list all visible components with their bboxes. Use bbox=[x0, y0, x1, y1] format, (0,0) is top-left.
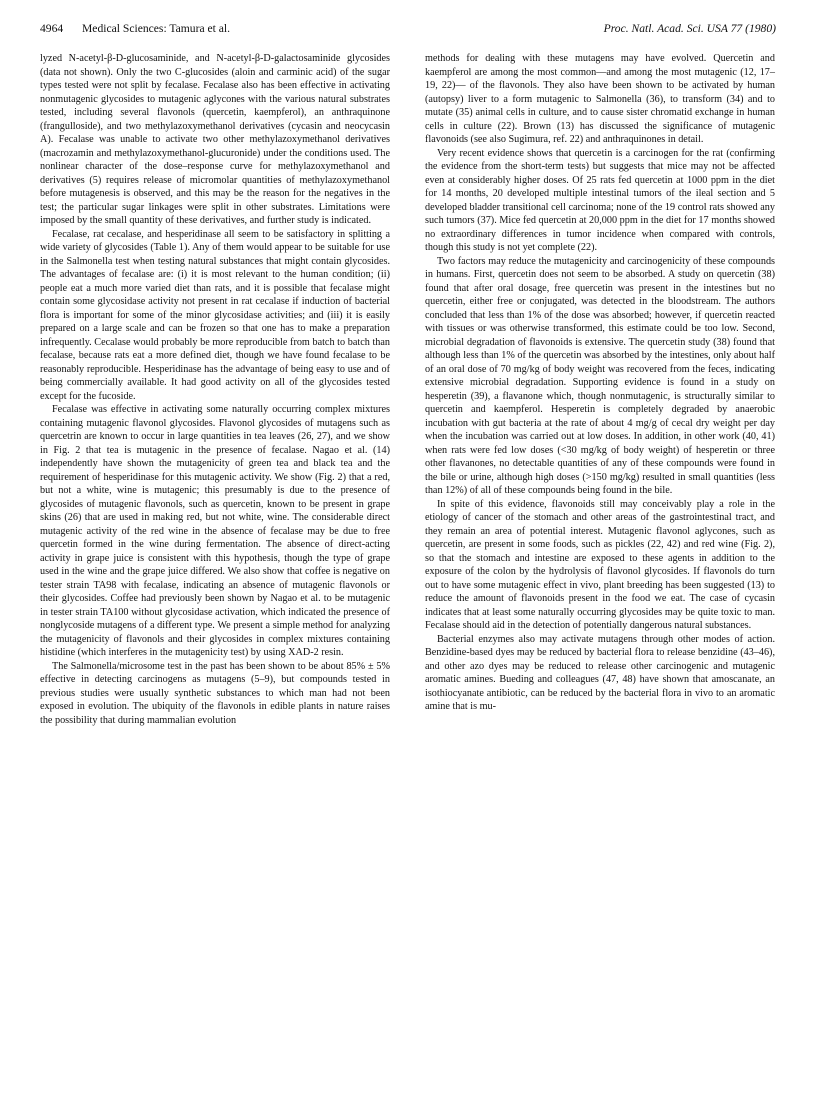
left-column bbox=[40, 52, 390, 727]
page-header bbox=[40, 20, 776, 38]
paragraph: Fecalase, rat cecalase, and hesperidinase all seem to be satisfactory in splitting a wide variety of glycosides (Table 1). Any of them would appear to be suitable for use in the Salmonella test when testing natural substances that might contain glycosides. The advantages of fecalase are: (i) it is most relevant to the human condition; (ii) people eat a much more varied diet than rats, and it is possible that fecalase might contain some glycosidase activity not present in rat cecalase if induction of bacterial flora is important for some of the minor glycosidase activities; and (iii) it is easily prepared on a large scale and can be frozen so that one has to make a preparation infrequently. Cecalase would probably be more reproducible from batch to batch than fecalase, because rats eat a more defined diet, though we have found fecalase to be reasonably reproducible. Hesperidinase has the advantage of being easy to use and of being commercially available. It had good activity on all of the glycosides tested except for the fucoside. bbox=[40, 228, 390, 402]
page-number: 4964 bbox=[40, 22, 64, 35]
running-title: Medical Sciences: Tamura et al. bbox=[82, 22, 231, 35]
paragraph: In spite of this evidence, flavonoids still may conceivably play a role in the etiology of cancer of the stomach and other areas of the gastrointestinal tract, and they remain an area of potential interest. Mutagenic flavonol aglycones, such as quercetin, are present in some foods, such as pickles (22, 42) and red wine (Fig. 2), so that the stomach and intestine are exposed to these agents in addition to the exposure of the colon by the hydrolysis of flavonol glycosides. If flavonols do turn out to have some mutagenic effect in vivo, plant breeding has been suggested (13) to reduce the amount of flavonoids present in the food we eat. The case of cycasin indicates that at least some naturally occurring glycosides may be quite toxic to man. Fecalase should aid in the detection of potentially dangerous natural substances. bbox=[425, 498, 775, 631]
right-column bbox=[425, 52, 775, 714]
paragraph: Very recent evidence shows that quercetin is a carcinogen for the rat (confirming the evidence from the short-term tests) but suggests that mice may not be affected even at considerably higher doses. Of 25 rats fed quercetin at 1000 ppm in the diet for 14 months, 20 developed multiple intestinal tumors of the ileal section and 5 developed bladder transitional cell carcinoma; none of the 19 control rats showed any such tumors (37). Mice fed quercetin at 20,000 ppm in the diet for 17 months showed no extraordinary differences in tumor incidence when compared with controls, though this study is not yet complete (22). bbox=[425, 147, 775, 253]
paragraph: methods for dealing with these mutagens may have evolved. Quercetin and kaempferol are among the most common—and among the most mutagenic (12, 17–19, 22)— of the flavonols. They also have been shown to be activated by human (autopsy) liver to a form mutagenic to Salmonella (36), to transform (34) and to mutate (35) animal cells in culture, and to cause sister chromatid exchange in human cells in culture (22). Brown (13) has discussed the significance of mutagenic flavonoids (see also Sugimura, ref. 22) and anthraquinones in detail. bbox=[425, 53, 775, 145]
paragraph: lyzed N-acetyl-β-D-glucosaminide, and N-acetyl-β-D-galactosaminide glycosides (data not shown). Only the two C-glucosides (aloin and carminic acid) of the sugar types tested were not split by fecalase. Fecalase also has been effective in activating nonmutagenic glycosides to mutagenic aglycones with the various natural substrates tested, including several flavonols (quercetin, kaempferol), an anthraquinone (frangulloside), and two methylazoxymethanol derivatives (cycasin and neocycasin A). Fecalase was unable to activate two other methylazoxymethanol derivatives (macrozamin and methylazoxymethanol-glucuronide) under the conditions used. The nonlinear character of the dose–response curve for methylazoxymethanol and derivatives (5) requires release of micromolar quantities of methylazoxymethanol before mutagenesis is observed, and this may be the reason for the negatives in the test; the particular sugar linkages were split in other substrates. Limitations were imposed by the small quantity of these derivatives, and further study is indicated. bbox=[40, 53, 390, 226]
paragraph: Bacterial enzymes also may activate mutagens through other modes of action. Benzidine-based dyes may be reduced by bacterial flora to release benzidine (43–46), and other azo dyes may be reduced to release other carcinogenic and mutagenic aromatic amines. Bueding and colleagues (47, 48) have shown that amoscanate, an isothiocyanate antibiotic, can be reduced by the bacterial flora in vivo to an aromatic amine that is mu- bbox=[425, 633, 775, 712]
paragraph: Fecalase was effective in activating some naturally occurring complex mixtures containing mutagenic flavonol glycosides. Flavonol glycosides of mutagens such as quercetrin are known to occur in large quantities in tea leaves (26, 27), and we show in Fig. 2 that tea is mutagenic in the presence of fecalase. Nagao et al. (14) independently have shown the mutagenicity of green tea and black tea and the requirement of hesperidinase for this mutagenic activity. We show (Fig. 2) that a red, but not a white, wine is mutagenic; this presumably is due to the presence of glycosides of mutagenic flavonols, such as quercetin, known to be present in grape skins (26) that are used in making red, but not white, wine. The considerable direct mutagenic activity of the red wine in the absence of fecalase may be due to free quercetin formed in the wine during fermentation. The absence of direct-acting activity in grape juice is consistent with this hypothesis, though the type of grape used in the wine and the grape juice differed. We also show that coffee is negative on tester strain TA98 with fecalase, indicating an absence of mutagenic flavonols or their glycosides. Coffee had previously been shown by Nagao et al. to be mutagenic in tester strain TA100 without glycosidase activation, which indicated the presence of nonglycoside mutagens of a different type. We present a simple method for analyzing the mutagenicity of flavonols and their glycosides in complex mixtures containing histidine (which interferes in the mutagenicity test) by using XAD-2 resin. bbox=[40, 404, 390, 658]
journal-reference: Proc. Natl. Acad. Sci. USA 77 (1980) bbox=[603, 22, 776, 35]
paragraph: Two factors may reduce the mutagenicity and carcinogenicity of these compounds in humans. First, quercetin does not seem to be absorbed. A study on quercetin (38) found that after oral dosage, free quercetin was present in the intestines but no quercetin, either free or conjugated, was detected in the bloodstream. The authors concluded that less than 1% of the dose was absorbed; however, if quercetin reacted with tissues or was otherwise transformed, this estimate could be too low. Second, microbial degradation of flavonoids is extensive. The quercetin study (38) found that although less than 1% of the quercetin was absorbed by the intestines, only about half of an oral dose of 70 mg/kg of body weight was recovered from the feces, indicating extensive microbial degradation. Supporting evidence is found in a study on hesperetin (39), a flavanone which, though nonmutagenic, is structurally similar to quercetin and kaempferol. Hesperetin is completely degraded by anaerobic incubation with gut bacteria at the rate of about 4 mg/g of cecal dry weight per day when the incubation was carried out at low doses. In addition, in other work (40, 41) when rats were fed low doses (<30 mg/kg of body weight) of hesperetin or three other flavanones, no detectable quantities of any of these compounds were found in the bile or urine, although high doses (>150 mg/kg) resulted in small quantities (less than 12%) of all of these compounds being found in the bile. bbox=[425, 255, 775, 496]
paragraph: The Salmonella/microsome test in the past has been shown to be about 85% ± 5% effective in detecting carcinogens as mutagens (5–9), but compounds tested in previous studies were usually synthetic substances to which man had not been exposed in evolution. The ubiquity of the flavonols in edible plants in nature raises the possibility that during mammalian evolution bbox=[40, 660, 390, 726]
